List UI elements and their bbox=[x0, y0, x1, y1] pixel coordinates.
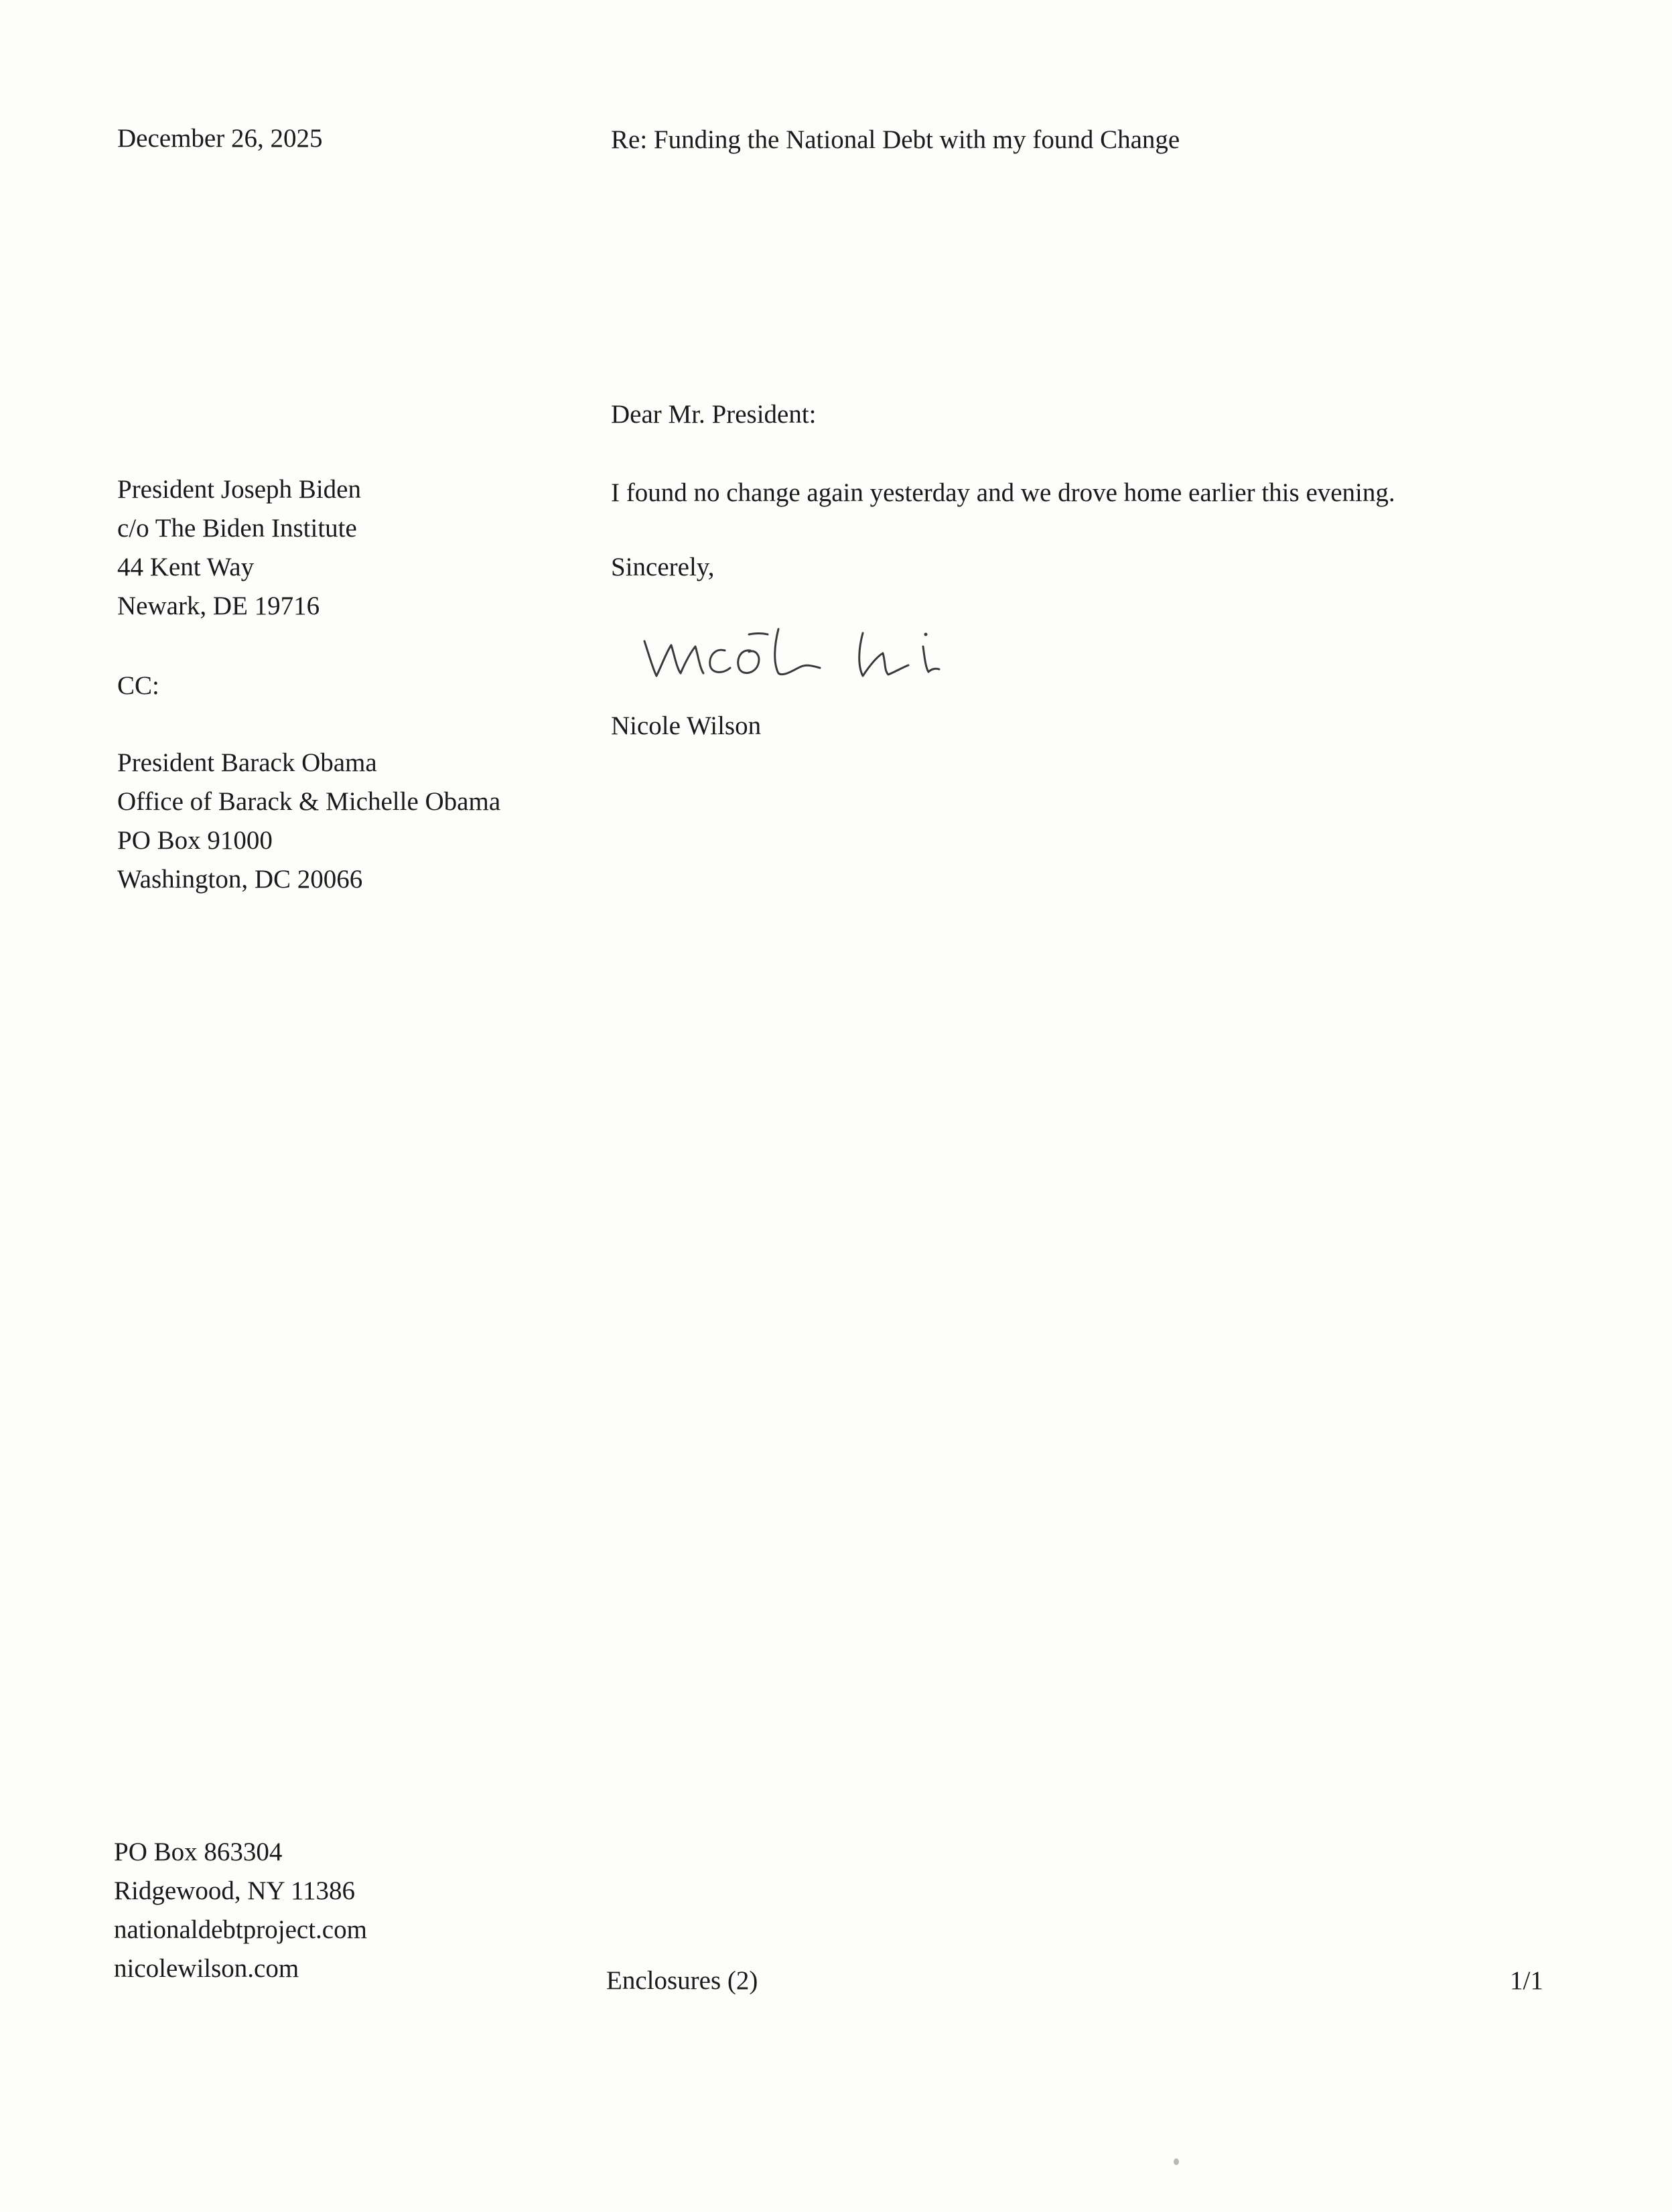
sender-website-personal: nicolewilson.com bbox=[114, 1954, 299, 1983]
letter-body: I found no change again yesterday and we drove home earlier this evening. bbox=[611, 478, 1395, 507]
signer-name: Nicole Wilson bbox=[611, 711, 762, 740]
cc-recipient-address bbox=[117, 744, 500, 899]
recipient-street: 44 Kent Way bbox=[117, 553, 255, 581]
sender-city: Ridgewood, NY 11386 bbox=[114, 1876, 356, 1905]
cc-recipient-city: Washington, DC 20066 bbox=[117, 865, 363, 894]
cc-label: CC: bbox=[117, 671, 159, 700]
recipient-address bbox=[117, 470, 361, 626]
closing: Sincerely, bbox=[611, 553, 715, 581]
letter-subject: Re: Funding the National Debt with my found Change bbox=[611, 125, 1180, 154]
sender-website-project: nationaldebtproject.com bbox=[114, 1915, 367, 1944]
paper-speck bbox=[1174, 2158, 1179, 2165]
salutation: Dear Mr. President: bbox=[611, 400, 817, 429]
page-number: 1/1 bbox=[1510, 1966, 1543, 1995]
cc-recipient-organization: Office of Barack & Michelle Obama bbox=[117, 787, 501, 816]
letter-date: December 26, 2025 bbox=[117, 124, 323, 153]
sender-address bbox=[114, 1833, 367, 1988]
recipient-organization: c/o The Biden Institute bbox=[117, 514, 357, 543]
cc-recipient-name: President Barack Obama bbox=[117, 748, 377, 777]
sender-po-box: PO Box 863304 bbox=[114, 1838, 283, 1866]
recipient-name: President Joseph Biden bbox=[117, 475, 361, 504]
recipient-city: Newark, DE 19716 bbox=[117, 592, 320, 620]
handwritten-signature bbox=[636, 606, 971, 687]
cc-recipient-po-box: PO Box 91000 bbox=[117, 826, 273, 855]
enclosures-note: Enclosures (2) bbox=[606, 1966, 758, 1995]
